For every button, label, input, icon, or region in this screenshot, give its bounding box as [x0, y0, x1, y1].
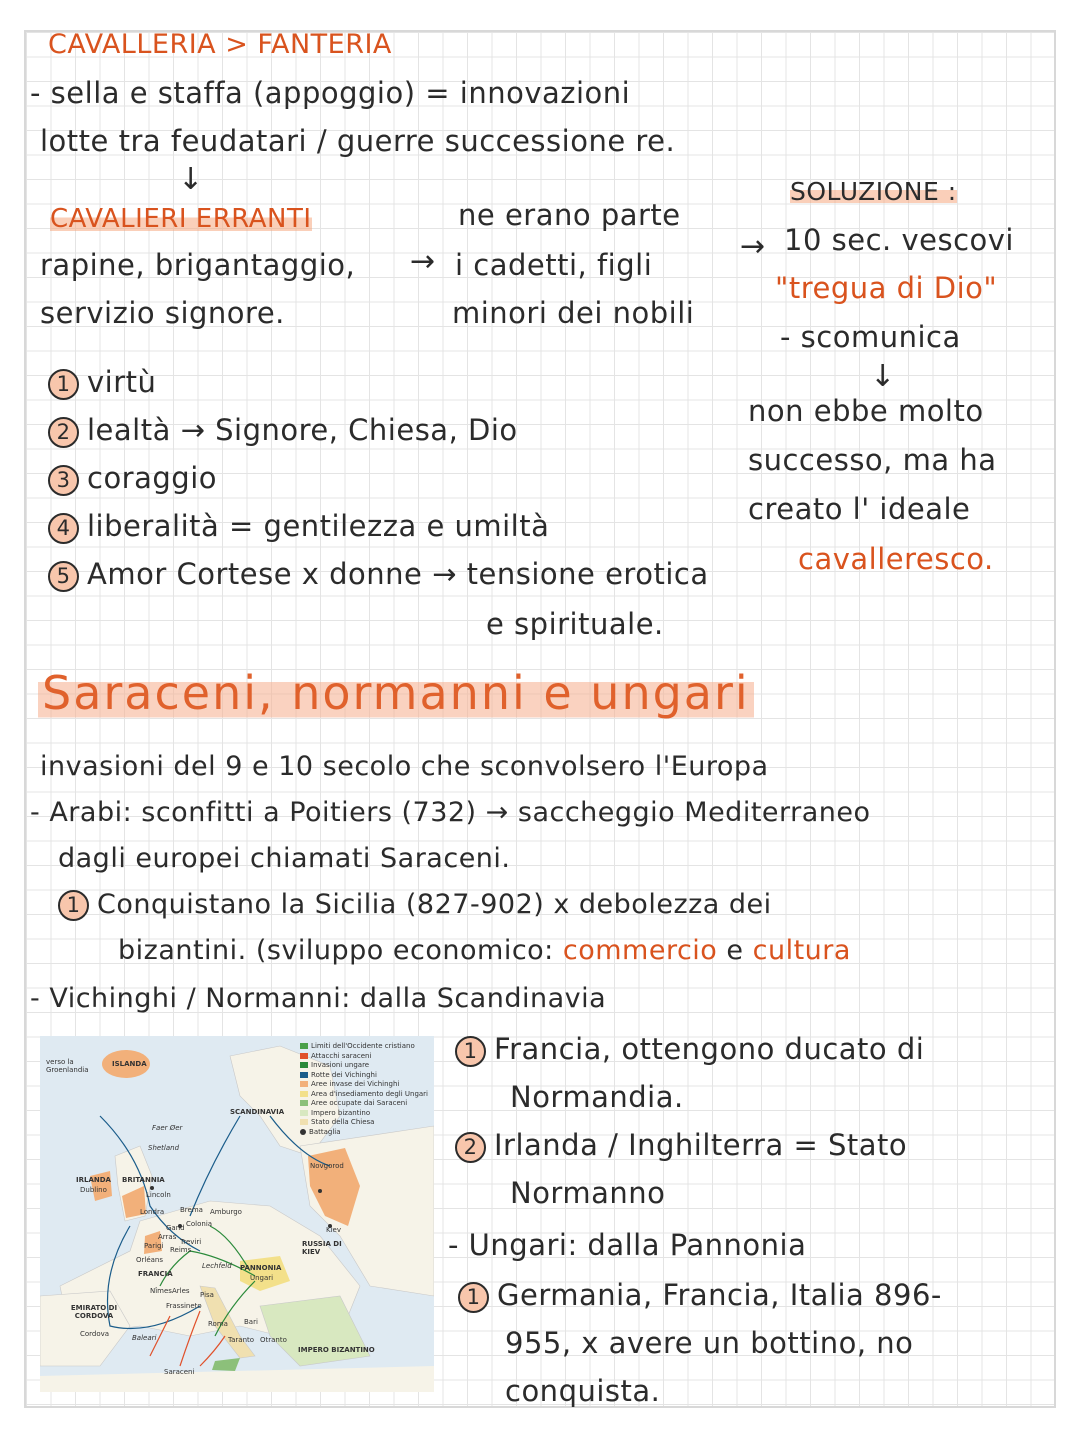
ungari-item-1: 1 Germania, Francia, Italia 896- [458, 1280, 942, 1313]
invasions-line-2: - Arabi: sconfitti a Poitiers (732) → saccheggio Mediterraneo [30, 797, 871, 828]
legend-item: Battaglia [300, 1128, 428, 1138]
map-label: Saraceni [164, 1368, 195, 1376]
ungari-item-1-cont-2: conquista. [505, 1374, 661, 1408]
map-label: Bari [244, 1318, 258, 1326]
map-label: Frassineto [166, 1302, 202, 1310]
legend-item: Stato della Chiesa [300, 1118, 428, 1128]
map-label: Parigi [144, 1242, 164, 1250]
map-label: Reims [170, 1246, 192, 1254]
sol-line-5: successo, ma ha [748, 443, 997, 477]
map-label: IMPERO BIZANTINO [298, 1346, 375, 1354]
sol-line-7: cavalleresco. [798, 542, 994, 576]
map-label: RUSSIA DI KIEV [302, 1240, 342, 1256]
legend-item: Invasioni ungare [300, 1061, 428, 1071]
sol-line-1: 10 sec. vescovi [784, 223, 1014, 257]
map-label: Faer Øer [152, 1124, 183, 1132]
map-label: BRITANNIA [122, 1176, 165, 1184]
invasions-line-3: dagli europei chiamati Saraceni. [58, 843, 511, 874]
map-label: FRANCIA [138, 1270, 173, 1278]
section-title: Saraceni, normanni e ungari [38, 668, 754, 719]
note-line-sella: - sella e staffa (appoggio) = innovazioni [30, 76, 631, 110]
europe-invasions-map [40, 1036, 434, 1392]
map-label: Ungari [250, 1274, 274, 1282]
virtue-item: 1 virtù [48, 367, 156, 400]
map-legend [300, 1042, 428, 1137]
invasions-line-4: 1 Conquistano la Sicilia (827-902) x debolezza dei [58, 890, 772, 921]
virtue-item: 2 lealtà → Signore, Chiesa, Dio [48, 415, 518, 448]
mid-line-3: minori dei nobili [452, 296, 695, 330]
map-label: Lechfeld [202, 1262, 232, 1270]
map-label: Colonia [186, 1220, 213, 1228]
right-arrow-icon-2: → [740, 229, 766, 264]
map-label: verso la Groenlandia [46, 1058, 89, 1074]
map-label: Kiev [326, 1226, 341, 1234]
map-label: Treviri [180, 1238, 202, 1246]
mid-line-1: ne erano parte [458, 198, 681, 232]
normanni-item-2-cont: Normanno [510, 1176, 666, 1210]
map-label: Novgorod [310, 1162, 344, 1170]
map-label: Amburgo [210, 1208, 242, 1216]
map-label: Orléans [136, 1256, 164, 1264]
heading-cavalleria: CAVALLERIA > FANTERIA [48, 29, 392, 60]
errant-line-2: servizio signore. [40, 296, 285, 330]
down-arrow-icon: ↓ [178, 162, 204, 197]
legend-item: Aree invase dei Vichinghi [300, 1080, 428, 1090]
map-label: IRLANDA [76, 1176, 111, 1184]
map-label: Dublino [80, 1186, 107, 1194]
map-label: Londra [140, 1208, 165, 1216]
normanni-item-2: 2 Irlanda / Inghilterra = Stato [455, 1130, 907, 1163]
virtue-item: 5 Amor Cortese x donne → tensione erotica [48, 559, 709, 592]
legend-item: Rotte dei Vichinghi [300, 1071, 428, 1081]
map-label: Gand [166, 1224, 185, 1232]
map-label: Otranto [260, 1336, 287, 1344]
invasions-line-5: bizantini. (sviluppo economico: commercio e cultura [118, 935, 851, 966]
sol-line-scomunica: - scomunica [780, 320, 961, 354]
ungari-heading: - Ungari: dalla Pannonia [448, 1228, 807, 1262]
legend-item: Limiti dell'Occidente cristiano [300, 1042, 428, 1052]
map-label: PANNONIA [240, 1264, 282, 1272]
map-label: Lincoln [146, 1191, 171, 1199]
invasions-line-1: invasioni del 9 e 10 secolo che sconvolsero l'Europa [40, 751, 769, 782]
map-label: Nîmes [150, 1287, 172, 1295]
normanni-item-1-cont: Normandia. [510, 1080, 684, 1114]
sol-line-4: non ebbe molto [748, 394, 984, 428]
sol-line-tregua: "tregua di Dio" [775, 271, 998, 305]
heading-cavalieri-erranti: CAVALIERI ERRANTI [50, 204, 312, 234]
map-label: Pisa [200, 1291, 214, 1299]
map-label: Arles [172, 1287, 190, 1295]
map-label: ISLANDA [112, 1060, 147, 1068]
map-label: Cordova [80, 1330, 110, 1338]
map-label: Baleari [132, 1334, 157, 1342]
errant-line-1: rapine, brigantaggio, [40, 248, 356, 282]
legend-item: Area d'insediamento degli Ungari [300, 1090, 428, 1100]
heading-soluzione: SOLUZIONE : [790, 177, 957, 206]
sol-line-6: creato l' ideale [748, 492, 971, 526]
virtue-item: 3 coraggio [48, 463, 217, 496]
map-label: EMIRATO DI CORDOVA [70, 1304, 118, 1320]
note-line-lotte: lotte tra feudatari / guerre successione re. [40, 124, 676, 158]
map-label: SCANDINAVIA [230, 1108, 285, 1116]
invasions-line-6: - Vichinghi / Normanni: dalla Scandinavia [30, 983, 607, 1014]
map-label: Taranto [228, 1336, 255, 1344]
ungari-item-1-cont: 955, x avere un bottino, no [505, 1326, 914, 1360]
normanni-item-1: 1 Francia, ottengono ducato di [455, 1034, 924, 1067]
map-label: Brema [180, 1206, 203, 1214]
map-label: Arras [158, 1233, 177, 1241]
legend-item: Impero bizantino [300, 1109, 428, 1119]
down-arrow-icon-2: ↓ [870, 359, 896, 394]
map-label: Shetland [148, 1144, 180, 1152]
mid-line-2: i cadetti, figli [455, 248, 653, 282]
virtue-item: 4 liberalità = gentilezza e umiltà [48, 511, 549, 544]
map-label: Roma [208, 1320, 228, 1328]
legend-item: Aree occupate dai Saraceni [300, 1099, 428, 1109]
right-arrow-icon: → [410, 244, 436, 279]
virtue-5-continuation: e spirituale. [486, 607, 664, 641]
legend-item: Attacchi saraceni [300, 1052, 428, 1062]
